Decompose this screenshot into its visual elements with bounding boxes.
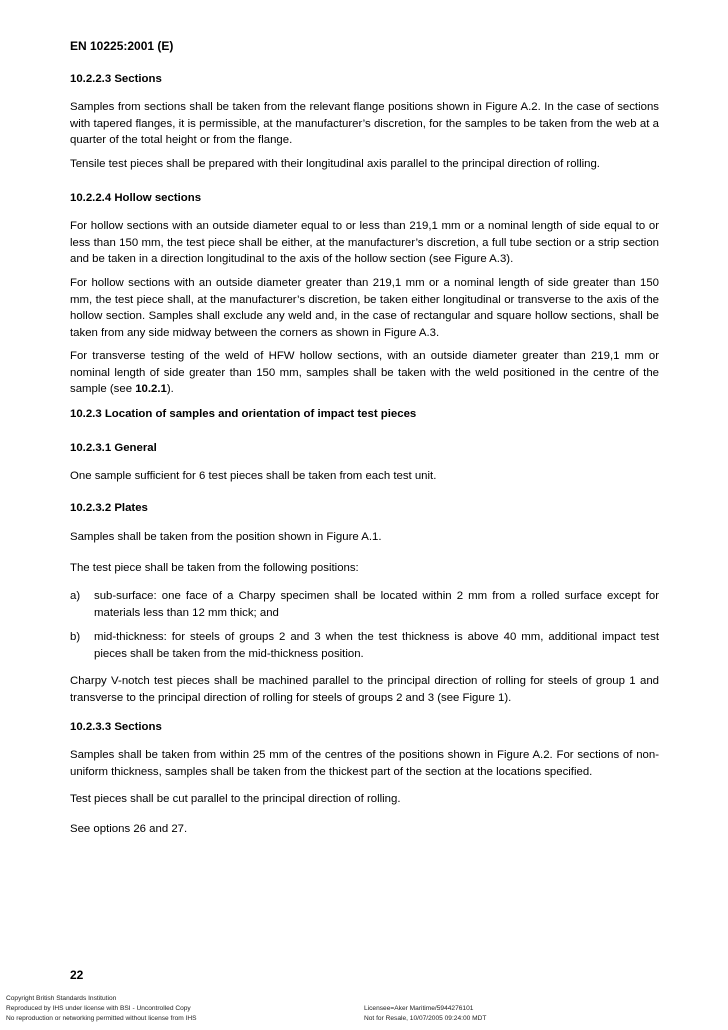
resale-line: Not for Resale, 10/07/2005 09:24:00 MDT (364, 1015, 487, 1022)
paragraph-10-2-3-2-charpy: Charpy V-notch test pieces shall be machined parallel to the principal direction of rolling for steels of group 1 and transverse to the principal direction of rolling for steels of groups 2 and 3 (see Figure 1). (70, 675, 659, 704)
licensee-line: Licensee=Aker Maritime/5944276101 (364, 1005, 474, 1012)
paragraph-10-2-2-4-large: For hollow sections with an outside diameter greater than 219,1 mm or a nominal length of side greater than 150 mm, the test piece shall, at the manufacturer’s discretion, be taken either longitudinal or transverse to the axis of the hollow section. Samples shall exclude any weld and, in the case of rectangular and square hollow sections, shall be taken from any side midway between the corners as shown in Figure A.3. (70, 277, 659, 339)
paragraph-10-2-3-3-options: See options 26 and 27. (70, 823, 188, 835)
license-notice (364, 1004, 486, 1024)
paragraph-10-2-2-3-tensile: Tensile test pieces shall be prepared with their longitudinal axis parallel to the principal direction of rolling. (70, 158, 600, 170)
paragraph-10-2-2-4-small: For hollow sections with an outside diameter equal to or less than 219,1 mm or a nominal length of side equal to or less than 150 mm, the test piece shall be either, at the manufacturer’s discretion, a full tube section or a strip section and be taken in a direction longitudinal to the axis of the hollow section (see Figure A.3). (70, 220, 659, 265)
list-item-text: mid-thickness: for steels of groups 2 and 3 when the test thickness is above 40 mm, additional impact test pieces shall be taken from the mid-thickness position. (94, 631, 659, 660)
paragraph-10-2-2-3-samples: Samples from sections shall be taken from the relevant flange positions shown in Figure A.2. In the case of sections with tapered flanges, it is permissible, at the manufacturer’s discretion, for the samples to be taken from the web at a quarter of the total height or from the flange. (70, 101, 659, 146)
section-heading-10-2-3: 10.2.3 Location of samples and orientation of impact test pieces (70, 408, 417, 420)
section-heading-10-2-3-3: 10.2.3.3 Sections (70, 721, 162, 733)
paragraph-10-2-3-3-cut: Test pieces shall be cut parallel to the principal direction of rolling. (70, 793, 401, 805)
list-item-sub-surface (70, 588, 659, 621)
weld-text-end: ). (166, 383, 174, 395)
section-heading-10-2-2-3: 10.2.2.3 Sections (70, 73, 162, 85)
list-item-mid-thickness (70, 629, 659, 662)
page-number: 22 (70, 968, 84, 982)
weld-text-start: For transverse testing of the weld of HFW hollow sections, with an outside diameter greater than 219,1 mm or nominal length of side greater than 150 mm, samples shall be taken with the weld positioned in the centre of the sample (see (70, 350, 659, 395)
section-heading-10-2-2-4: 10.2.2.4 Hollow sections (70, 192, 202, 204)
paragraph-10-2-3-2-intro: The test piece shall be taken from the following positions: (70, 562, 359, 574)
copyright-line: No reproduction or networking permitted without license from IHS (6, 1015, 197, 1022)
standard-id-header: EN 10225:2001 (E) (70, 39, 174, 53)
copyright-line: Copyright British Standards Institution (6, 995, 117, 1002)
paragraph-10-2-3-2-position: Samples shall be taken from the position shown in Figure A.1. (70, 531, 382, 543)
paragraph-10-2-3-3-samples: Samples shall be taken from within 25 mm of the centres of the positions shown in Figure A.2. For sections of non-uniform thickness, samples shall be taken from the thickest part of the section at the locations specified. (70, 749, 659, 778)
paragraph-10-2-2-4-weld (70, 348, 659, 398)
list-marker: b) (70, 631, 81, 643)
paragraph-10-2-3-1-general: One sample sufficient for 6 test pieces shall be taken from each test unit. (70, 470, 437, 482)
copyright-notice (6, 994, 197, 1024)
section-heading-10-2-3-1: 10.2.3.1 General (70, 442, 157, 454)
section-heading-10-2-3-2: 10.2.3.2 Plates (70, 502, 148, 514)
list-marker: a) (70, 590, 81, 602)
copyright-line: Reproduced by IHS under license with BSI - Uncontrolled Copy (6, 1005, 191, 1012)
list-item-text: sub-surface: one face of a Charpy specimen shall be located within 2 mm from a rolled surface except for materials less than 12 mm thick; and (94, 590, 659, 619)
clause-reference-link: 10.2.1 (135, 383, 167, 395)
